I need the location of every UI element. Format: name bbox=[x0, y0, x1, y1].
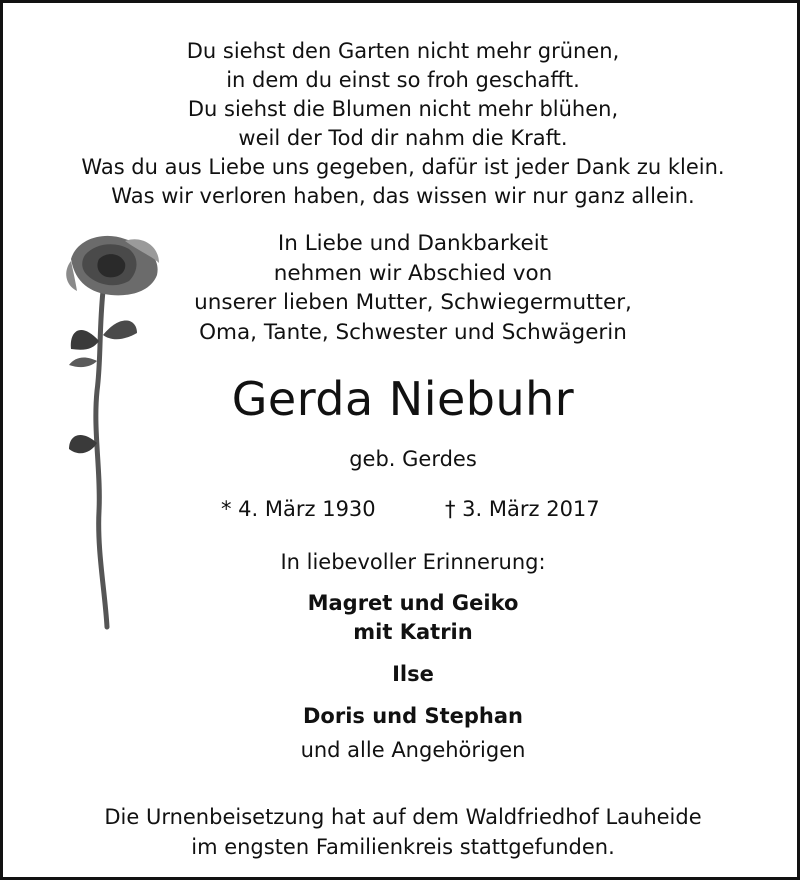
intro-line: Oma, Tante, Schwester und Schwägerin bbox=[199, 319, 627, 345]
intro-line: In Liebe und Dankbarkeit bbox=[277, 231, 549, 256]
death-date: † 3. März 2017 bbox=[445, 497, 600, 521]
intro-line: unserer lieben Mutter, Schwiegermutter, bbox=[194, 290, 632, 315]
other-relatives: und alle Angehörigen bbox=[300, 738, 526, 762]
mourner-family: Ilse bbox=[392, 662, 434, 686]
birth-name: geb. Gerdes bbox=[349, 447, 477, 471]
burial-line: im engsten Familienkreis stattgefunden. bbox=[191, 835, 615, 859]
poem bbox=[3, 37, 800, 211]
birth-date: * 4. März 1930 bbox=[221, 497, 376, 521]
poem-line: Was wir verloren haben, das wissen wir nur ganz allein. bbox=[111, 184, 695, 208]
poem-line: weil der Tod dir nahm die Kraft. bbox=[238, 126, 568, 150]
poem-line: Du siehst die Blumen nicht mehr blühen, bbox=[187, 97, 619, 121]
deceased-name: Gerda Niebuhr bbox=[231, 372, 575, 426]
memory-line: In liebevoller Erinnerung: bbox=[280, 550, 546, 574]
poem-line: in dem du einst so froh geschafft. bbox=[226, 68, 580, 92]
mourner-family: Doris und Stephan bbox=[303, 704, 523, 728]
poem-line: Was du aus Liebe uns gegeben, dafür ist jeder Dank zu klein. bbox=[81, 155, 725, 179]
mourners-list bbox=[3, 589, 800, 731]
poem-line: Du siehst den Garten nicht mehr grünen, bbox=[186, 39, 620, 63]
mourner-family-continued: mit Katrin bbox=[353, 620, 473, 644]
burial-line: Die Urnenbeisetzung hat auf dem Waldfriedhof Lauheide bbox=[104, 805, 702, 829]
intro-line: nehmen wir Abschied von bbox=[273, 260, 553, 286]
mourner-family: Magret und Geiko bbox=[307, 591, 519, 615]
farewell-intro bbox=[3, 229, 800, 347]
burial-note bbox=[3, 802, 800, 862]
